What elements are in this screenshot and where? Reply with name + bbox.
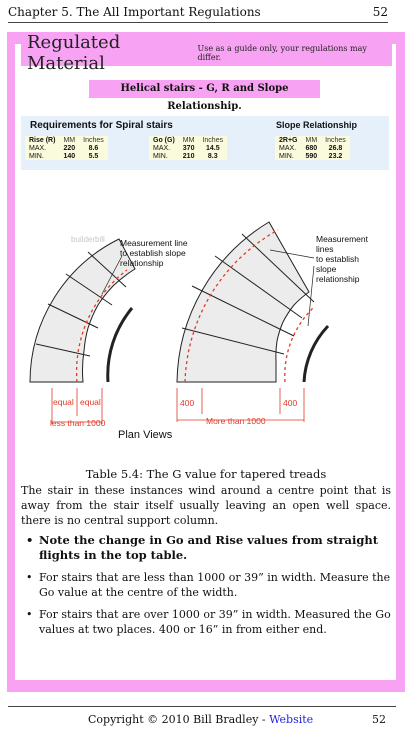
- right-note-line: Measurement: [316, 234, 368, 244]
- subtitle-banner: Helical stairs - G, R and Slope Relationship.: [89, 80, 320, 98]
- column-header: MM: [63, 136, 76, 144]
- copyright-line: [88, 713, 313, 726]
- title-note: Use as a guide only, your regulations may differ.: [197, 44, 367, 62]
- page-footer: [8, 706, 396, 726]
- row-label: MIN.: [153, 152, 168, 160]
- section-title: Regulated Material: [27, 32, 121, 74]
- left-stair-plan: [30, 235, 188, 441]
- table-cell: 8.3: [207, 152, 218, 160]
- table-name: Go (G): [153, 136, 175, 144]
- column-header: MM: [182, 136, 195, 144]
- header-page-number: 52: [372, 5, 388, 19]
- table-cell: 8.6: [88, 144, 99, 152]
- left-note-line: to establish slope: [120, 248, 186, 258]
- column-header: Inches: [202, 136, 224, 144]
- plan-views-label: Plan Views: [118, 429, 173, 441]
- column-header: Inches: [83, 136, 104, 144]
- plan-views-diagram: [20, 176, 390, 456]
- table-cell: 140: [63, 152, 76, 160]
- table-cell: 590: [305, 152, 318, 160]
- spiral-requirements-panel: [21, 116, 389, 170]
- right-note-line: lines: [316, 244, 334, 254]
- footer-page-number: 52: [372, 713, 386, 726]
- table-cell: 23.2: [328, 152, 343, 160]
- running-header: [8, 4, 388, 23]
- right-note-line: to establish: [316, 254, 359, 264]
- table-cell: 14.5: [205, 144, 220, 152]
- table-cell: 26.8: [328, 144, 343, 152]
- right-note-line: relationship: [316, 274, 360, 284]
- row-label: MIN.: [279, 152, 294, 160]
- row-label: MAX.: [153, 144, 171, 152]
- less-than-label: less than 1000: [50, 418, 106, 428]
- right-callout-line: [308, 266, 314, 326]
- watermark: builderbill: [71, 235, 105, 244]
- left-note-line: relationship: [120, 258, 164, 268]
- column-header: MM: [305, 136, 318, 144]
- column-header: Inches: [325, 136, 346, 144]
- bullet-list: [21, 533, 391, 644]
- list-item: • Note the change in Go and Rise values from straight flights in the top table.: [21, 533, 391, 563]
- rise-table: [25, 136, 108, 160]
- dim-400-label: 400: [283, 398, 298, 408]
- body-paragraph: The stair in these instances wind around a centre point that is away from the stair itself usually leaving an open well space. there is no central support column.: [21, 484, 391, 527]
- table-caption: Table 5.4: The G value for tapered treads: [85, 467, 327, 481]
- right-stair-plan: [177, 222, 369, 426]
- table-cell: 220: [63, 144, 76, 152]
- right-note-line: slope: [316, 264, 337, 274]
- copyright-text: Copyright © 2010 Bill Bradley -: [88, 713, 270, 726]
- table-cell: 370: [182, 144, 195, 152]
- row-label: MIN.: [29, 152, 44, 160]
- left-inner-wall: [108, 308, 132, 382]
- slope-heading: Slope Relationship: [276, 120, 358, 130]
- equal-label: equal: [53, 397, 74, 407]
- table-name: Rise (R): [29, 136, 56, 144]
- dim-400-label: 400: [180, 398, 195, 408]
- left-note-line: Measurement line: [120, 238, 188, 248]
- table-name: 2R+G: [279, 136, 298, 144]
- list-item: • For stairs that are over 1000 or 39” in width. Measured the Go values at two places. 400 or 16” in from either end.: [21, 607, 391, 637]
- table-cell: 680: [305, 144, 318, 152]
- list-item: • For stairs that are less than 1000 or 39” in width. Measure the Go value at the centre of the width.: [21, 570, 391, 600]
- equal-label: equal: [80, 397, 101, 407]
- table-cell: 5.5: [88, 152, 99, 160]
- row-label: MAX.: [29, 144, 47, 152]
- slope-table: [275, 136, 350, 160]
- more-than-label: More than 1000: [206, 416, 266, 426]
- go-table: [149, 136, 227, 160]
- title-bar: [21, 32, 392, 74]
- row-label: MAX.: [279, 144, 297, 152]
- table-cell: 210: [182, 152, 195, 160]
- right-stair-treads: [177, 222, 309, 382]
- right-inner-wall: [304, 326, 328, 382]
- website-link[interactable]: Website: [269, 713, 314, 726]
- chapter-title: Chapter 5. The All Important Regulations: [8, 5, 261, 19]
- spiral-heading: Requirements for Spiral stairs: [30, 120, 173, 131]
